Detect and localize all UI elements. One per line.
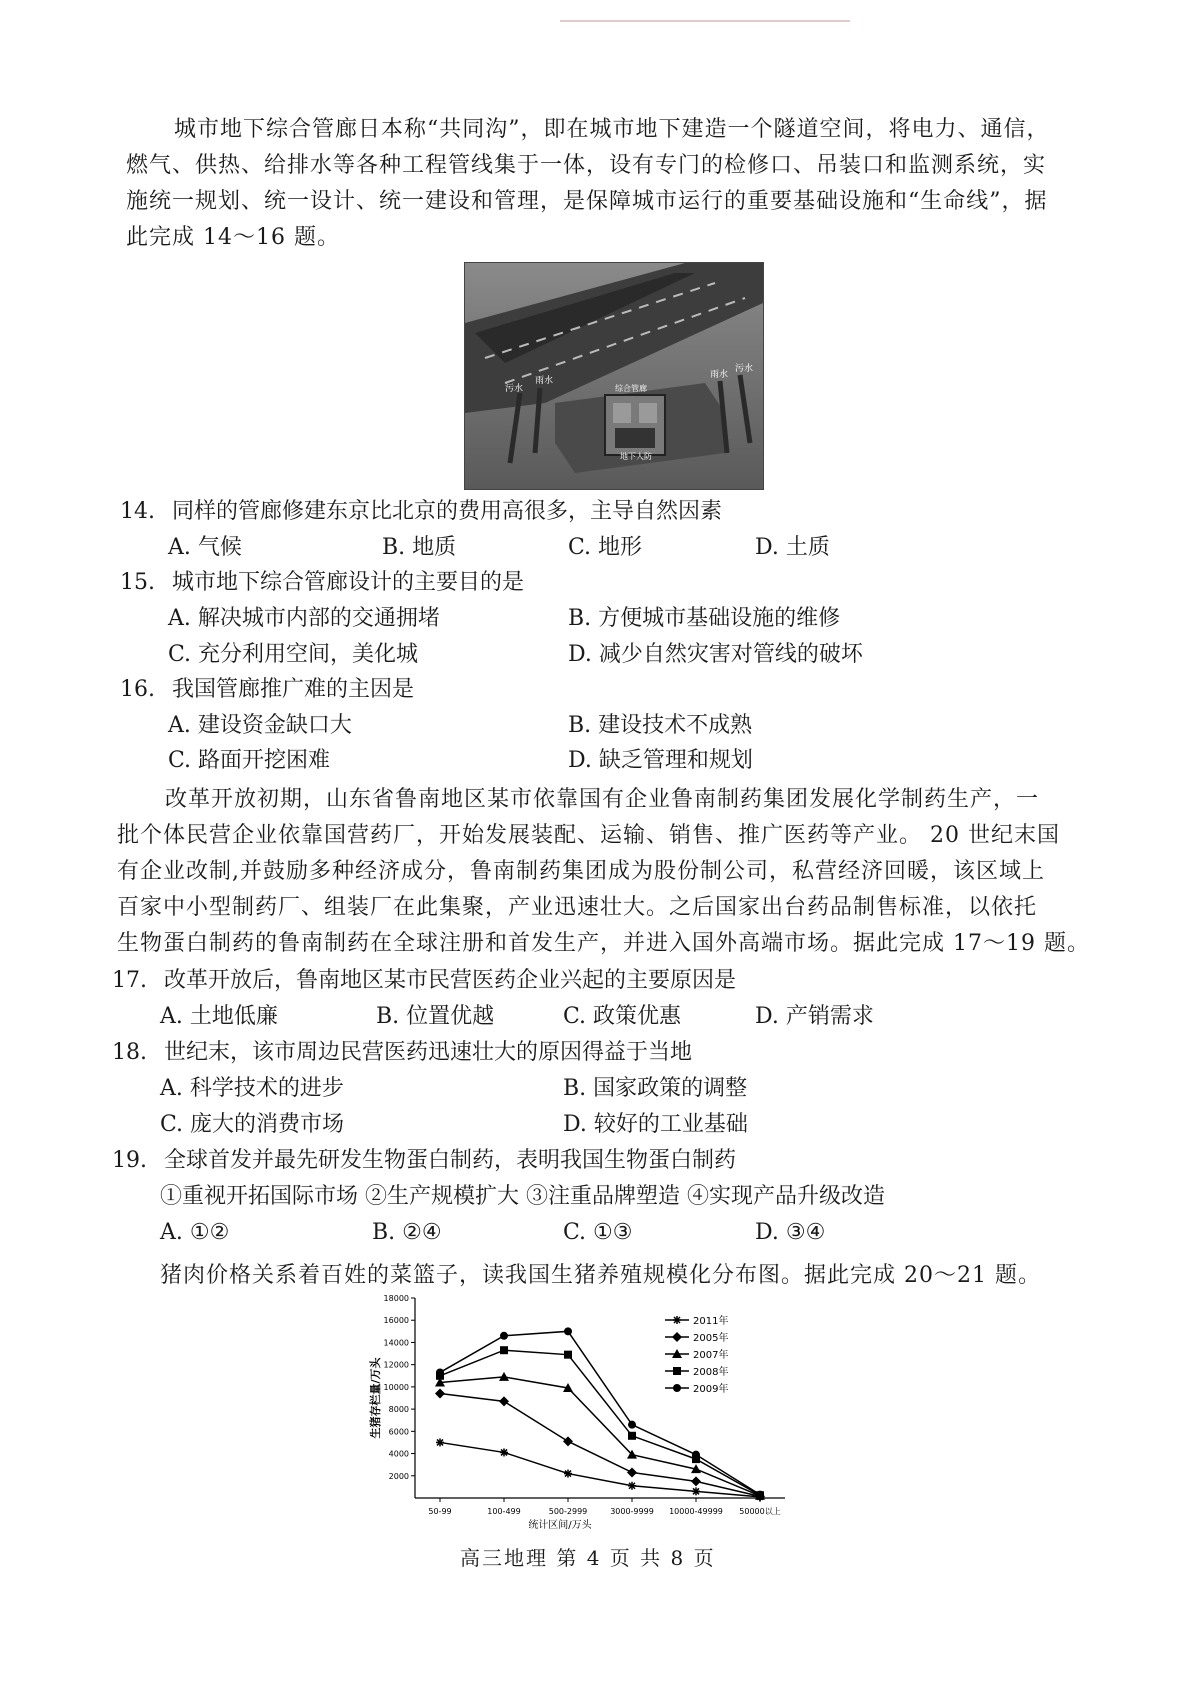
data-point: [499, 1396, 509, 1406]
data-point: [691, 1476, 701, 1486]
option-c[interactable]: C. 路面开挖困难: [168, 748, 331, 773]
photo-label: 综合管廊: [615, 384, 647, 393]
question-stem: 同样的管廊修建东京比北京的费用高很多，主导自然因素: [172, 499, 723, 524]
option-b[interactable]: B. 方便城市基础设施的维修: [568, 606, 841, 631]
y-tick-label: 10000: [383, 1382, 409, 1392]
photo-label: 污水: [735, 364, 754, 374]
question-stem: 世纪末，该市周边民营医药迅速壮大的原因得益于当地: [164, 1040, 693, 1065]
y-tick-label: 16000: [383, 1316, 409, 1326]
question-number: 17.: [112, 968, 147, 993]
data-point: [436, 1438, 444, 1446]
option-c[interactable]: C. ①③: [563, 1220, 633, 1245]
option-b[interactable]: B. 位置优越: [376, 1004, 495, 1029]
y-tick-label: 6000: [388, 1427, 409, 1437]
data-point: [436, 1368, 444, 1376]
data-point: [673, 1316, 681, 1324]
question-stem: 我国管廊推广难的主因是: [172, 677, 415, 702]
question-19-statements: ①重视开拓国际市场 ②生产规模扩大 ③注重品牌塑造 ④实现产品升级改造: [160, 1184, 885, 1209]
option-a[interactable]: A. 科学技术的进步: [160, 1076, 344, 1101]
question-14: [120, 497, 722, 527]
option-b[interactable]: B. 国家政策的调整: [563, 1076, 748, 1101]
data-point: [500, 1448, 508, 1456]
passage-line: 生物蛋白制药的鲁南制药在全球注册和首发生产，并进入国外高端市场。据此完成 17～19 题。: [117, 931, 1090, 956]
data-point: [628, 1421, 636, 1429]
photo-label: 雨水: [710, 370, 729, 380]
data-point: [692, 1451, 700, 1459]
photo-label: 雨水: [535, 376, 554, 386]
utility-tunnel-photo: [464, 262, 764, 490]
x-axis-label: 统计区间/万头: [528, 1520, 592, 1531]
question-17: [112, 966, 736, 996]
option-c[interactable]: C. 政策优惠: [563, 1004, 682, 1029]
passage-line: 百家中小型制药厂、组装厂在此集聚，产业迅速壮大。之后国家出台药品制售标准，以依托: [117, 895, 1038, 920]
question-15: [120, 568, 524, 598]
question-number: 14.: [120, 499, 155, 524]
option-d[interactable]: D. 土质: [755, 535, 830, 560]
question-number: 16.: [120, 677, 155, 702]
question-stem: 全球首发并最先研发生物蛋白制药，表明我国生物蛋白制药: [164, 1148, 737, 1173]
page-footer: 高三地理 第 4 页 共 8 页: [460, 1546, 716, 1570]
question-number: 18.: [112, 1040, 147, 1065]
data-point: [756, 1491, 764, 1499]
pig-farming-chart: [355, 1290, 815, 1550]
y-tick-label: 14000: [383, 1338, 409, 1348]
photo-label: 污水: [505, 384, 524, 394]
x-tick-label: 500-2999: [548, 1507, 588, 1516]
passage-pharma: [117, 782, 1097, 962]
series-line: [440, 1394, 760, 1497]
data-point: [564, 1327, 572, 1335]
option-b[interactable]: B. 地质: [382, 535, 457, 560]
data-point: [627, 1467, 637, 1477]
data-point: [564, 1351, 572, 1359]
data-point: [563, 1436, 573, 1446]
intro-passage: [126, 112, 1086, 256]
x-tick-label: 10000-49999: [669, 1507, 723, 1516]
option-c[interactable]: C. 地形: [568, 535, 643, 560]
legend-label: 2005年: [693, 1333, 729, 1344]
y-tick-label: 2000: [388, 1471, 409, 1481]
y-tick-label: 4000: [388, 1449, 409, 1459]
line-chart-svg: [355, 1290, 815, 1550]
option-d[interactable]: D. ③④: [755, 1220, 826, 1245]
passage-line: 批个体民营企业依靠国营药厂，开始发展装配、运输、销售、推广医药等产业。 20 世纪末国: [117, 823, 1060, 848]
x-tick-label: 100-499: [487, 1507, 521, 1516]
option-d[interactable]: D. 缺乏管理和规划: [568, 748, 753, 773]
top-divider: [560, 20, 850, 22]
question-stem: 改革开放后，鲁南地区某市民营医药企业兴起的主要原因是: [164, 968, 737, 993]
legend-label: 2011年: [693, 1316, 729, 1327]
option-b[interactable]: B. ②④: [372, 1220, 442, 1245]
passage-line: 有企业改制,并鼓励多种经济成分，鲁南制药集团成为股份制公司，私营经济回暖，该区域上: [117, 859, 1045, 884]
photo-label: 地下人防: [620, 452, 652, 461]
x-tick-label: 50-99: [428, 1507, 452, 1516]
option-d[interactable]: D. 较好的工业基础: [563, 1112, 748, 1137]
data-point: [628, 1482, 636, 1490]
legend-label: 2009年: [693, 1384, 729, 1395]
option-b[interactable]: B. 建设技术不成熟: [568, 713, 753, 738]
y-tick-label: 12000: [383, 1360, 409, 1370]
option-a[interactable]: A. ①②: [160, 1220, 230, 1245]
option-a[interactable]: A. 解决城市内部的交通拥堵: [168, 606, 440, 631]
data-point: [628, 1432, 636, 1440]
data-point: [673, 1367, 681, 1375]
data-point: [499, 1372, 509, 1381]
intro-line: 施统一规划、统一设计、统一建设和管理，是保障城市运行的重要基础设施和“生命线”，据: [126, 189, 1048, 214]
data-point: [500, 1332, 508, 1340]
data-point: [673, 1384, 681, 1392]
data-point: [500, 1346, 508, 1354]
intro-line: 燃气、供热、给排水等各种工程管线集于一体，设有专门的检修口、吊装口和监测系统，实: [126, 153, 1047, 178]
option-a[interactable]: A. 土地低廉: [160, 1004, 278, 1029]
option-c[interactable]: C. 充分利用空间，美化城: [168, 642, 419, 667]
question-number: 15.: [120, 570, 155, 595]
series-line: [440, 1442, 760, 1496]
legend-label: 2007年: [693, 1350, 729, 1361]
x-tick-label: 3000-9999: [610, 1507, 654, 1516]
data-point: [672, 1332, 682, 1342]
x-tick-label: 50000以上: [739, 1507, 781, 1516]
option-a[interactable]: A. 气候: [168, 535, 242, 560]
option-d[interactable]: D. 产销需求: [755, 1004, 874, 1029]
y-axis-label: 生猪存栏量/万头: [369, 1357, 382, 1439]
intro-line: 城市地下综合管廊日本称“共同沟”，即在城市地下建造一个隧道空间，将电力、通信，: [174, 117, 1050, 142]
passage-pork: 猪肉价格关系着百姓的菜篮子，读我国生猪养殖规模化分布图。据此完成 20～21 题。: [160, 1263, 1041, 1288]
y-tick-label: 8000: [388, 1405, 409, 1415]
data-point: [692, 1487, 700, 1495]
legend-label: 2008年: [693, 1367, 729, 1378]
data-point: [564, 1470, 572, 1478]
question-stem: 城市地下综合管廊设计的主要目的是: [172, 570, 525, 595]
option-c[interactable]: C. 庞大的消费市场: [160, 1112, 345, 1137]
question-number: 19.: [112, 1148, 147, 1173]
question-18: [112, 1038, 692, 1068]
question-19: [112, 1146, 736, 1176]
option-d[interactable]: D. 减少自然灾害对管线的破坏: [568, 642, 863, 667]
intro-line: 此完成 14～16 题。: [126, 225, 340, 250]
question-16: [120, 675, 414, 705]
option-a[interactable]: A. 建设资金缺口大: [168, 713, 352, 738]
data-point: [435, 1389, 445, 1399]
passage-line: 改革开放初期，山东省鲁南地区某市依靠国有企业鲁南制药集团发展化学制药生产，一: [165, 787, 1040, 812]
y-tick-label: 18000: [383, 1294, 409, 1303]
